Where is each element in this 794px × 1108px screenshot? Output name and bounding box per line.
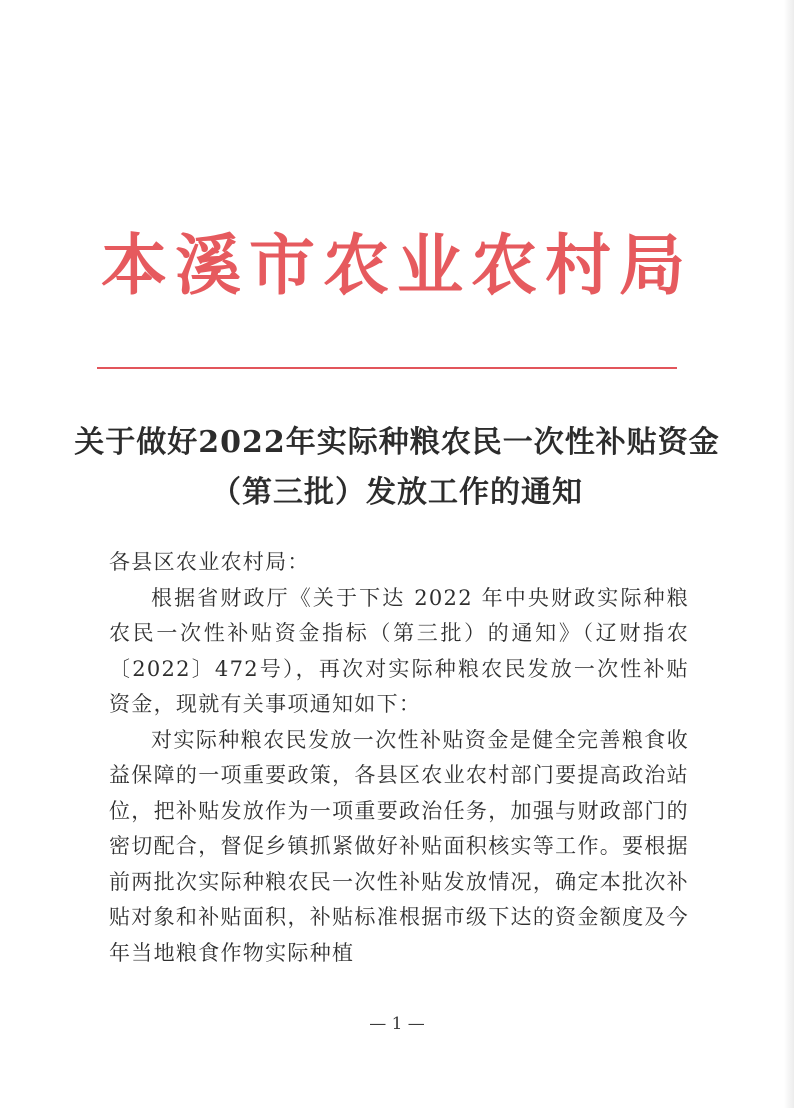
title-line-1: 关于做好2022年实际种粮农民一次性补贴资金 bbox=[74, 425, 720, 460]
salutation: 各县区农业农村局： bbox=[109, 550, 310, 574]
letterhead-title: 本溪市农业农村局 bbox=[101, 226, 693, 304]
document-title bbox=[70, 418, 724, 518]
title-line-2: （第三批）发放工作的通知 bbox=[211, 475, 583, 510]
page-number: — 1 — bbox=[369, 1014, 425, 1034]
page-edge-shadow bbox=[784, 0, 794, 1108]
paragraph-1: 根据省财政厅《关于下达 2022 年中央财政实际种粮农民一次性补贴资金指标（第三批）的通知》（辽财指农〔2022〕472号），再次对实际种粮农民发放一次性补贴资金，现就有关事项通知如下： bbox=[109, 585, 689, 716]
paragraph-2: 对实际种粮农民发放一次性补贴资金是健全完善粮食收益保障的一项重要政策，各县区农业农村部门要提高政治站位，把补贴发放作为一项重要政治任务，加强与财政部门的密切配合，督促乡镇抓紧做好补贴面积核实等工作。要根据前两批次实际种粮农民一次性补贴发放情况，确定本批次补贴对象和补贴面积，补贴标准根据市级下达的资金额度及今年当地粮食作物实际种植 bbox=[109, 727, 689, 965]
document-body bbox=[109, 545, 689, 971]
red-divider-line bbox=[97, 367, 677, 369]
